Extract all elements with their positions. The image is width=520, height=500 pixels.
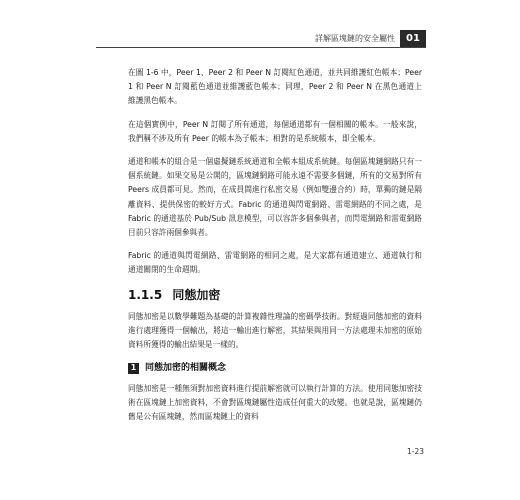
- paragraph: 通道和帳本的組合是一個虛擬鏈系統通道和全帳本組成系統鏈。每個區塊鏈網路只有一個系統鏈。如果交易是公開的，區塊鏈網路可能永遠不需要多個鏈，所有的交易對所有 Peers 成員都可見。然而，在成員間進行私密交易（例如雙邊合約）時，單獨的鏈是隔離資料、提供保密的較好方式。Fabric 的通道與閃電網路、雷電網路的不同之處，是 Fabric 的通道基於 Pub/Sub 訊息模型，可以容許多個參與者，而閃電網路和雷電網路目前只容許兩個參與者。: [128, 157, 422, 238]
- header-rule: [96, 47, 426, 48]
- subsection-heading: [128, 361, 422, 375]
- page-number: 1-23: [406, 447, 424, 456]
- page-body: [128, 66, 422, 433]
- chapter-title: 詳解區塊鏈的安全屬性: [315, 34, 395, 43]
- paragraph: 在圖 1-6 中，Peer 1、Peer 2 和 Peer N 訂閱紅色通道，並共同維護紅色帳本；Peer 1 和 Peer N 訂閱藍色通道並維護藍色帳本；同理，Peer 2 和 Peer N 在黑色通道上維護黑色帳本。: [128, 68, 422, 106]
- paragraph: Fabric 的通道與閃電網路、雷電網路的相同之處，是大家都有通道建立、通道執行和通道關閉的生命週期。: [128, 251, 422, 275]
- paragraph: 在這個實例中，Peer N 訂閱了所有通道，每個通道都有一個相關的帳本。一般來說，我們稱不涉及所有 Peer 的帳本為子帳本；相對的是系統帳本，即全帳本。: [128, 119, 422, 143]
- chapter-number-badge: 01: [400, 30, 426, 47]
- paragraph: 同態加密是一種無須對加密資料進行提前解密就可以執行計算的方法。使用同態加密技術在區塊鏈上加密資料，不會對區塊鏈屬性造成任何重大的改變。也就是說，區塊鏈仍舊是公有區塊鏈，然而區塊鏈上的資料: [128, 383, 422, 422]
- section-heading: [128, 288, 422, 302]
- paragraph: 同態加密是以數學難題為基礎的計算複雜性理論的密碼學技術。對經過同態加密的資料進行處理獲得一個輸出，將這一輸出進行解密，其結果與用同一方法處理未加密的原始資料所獲得的輸出結果是一樣的。: [128, 311, 422, 350]
- section-title: 同態加密: [172, 287, 221, 302]
- page-header: [0, 30, 520, 52]
- subsection-title: 同態加密的相關概念: [145, 363, 227, 374]
- subsection-number: 1: [128, 363, 139, 374]
- section-number: 1.1.5: [128, 287, 163, 302]
